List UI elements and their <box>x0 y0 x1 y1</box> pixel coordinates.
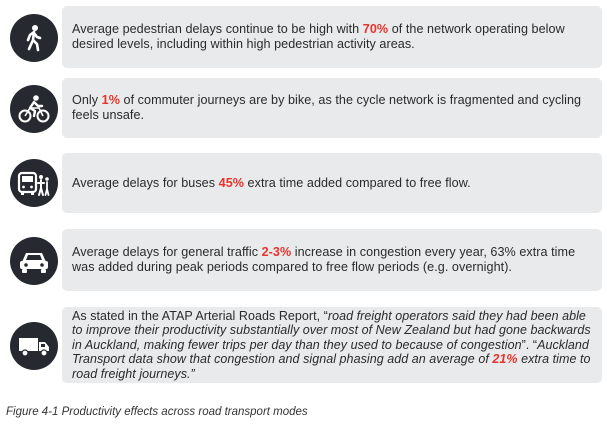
car-icon <box>10 237 58 285</box>
panel-text: Only 1% of commuter journeys are by bike, as the cycle network is fragmented and cycling feels unsafe. <box>72 93 582 122</box>
highlight-value: 45% <box>218 175 244 190</box>
panel-text: Average delays for general traffic 2-3% increase in congestion every year, 63% extra time was added during peak periods compared to free flow periods (e.g. overnight). <box>72 245 576 274</box>
info-panel-truck <box>62 307 602 383</box>
truck-icon <box>10 322 58 370</box>
quote-text: road freight operators said they had been able to improve their productivity substantially over most of New Zealand but had gone backwards in Auckland, making fewer trips per day than they used to because of congestion <box>72 308 591 352</box>
cyclist-icon <box>10 85 58 133</box>
panel-text: Average delays for buses 45% extra time added compared to free flow. <box>72 175 471 190</box>
panel-text: Average pedestrian delays continue to be high with 70% of the network operating below desired levels, including within high pedestrian activity areas. <box>72 22 565 51</box>
info-panel-car <box>62 229 602 291</box>
pedestrian-icon <box>10 14 58 62</box>
highlight-value: 70% <box>362 22 389 36</box>
info-panel-cyclist <box>62 78 602 138</box>
quote-text: extra time to road freight journeys.” <box>72 352 591 381</box>
highlight-value: 1% <box>101 93 120 107</box>
info-panel-bus <box>62 153 602 213</box>
quote-text: Auckland Transport data show that congestion and signal phasing add an average of <box>72 337 589 367</box>
highlight-value: 2-3% <box>261 245 292 259</box>
info-panel-pedestrian <box>62 6 602 68</box>
figure-caption: Figure 4-1 Productivity effects across road transport modes <box>6 406 308 418</box>
panel-text: As stated in the ATAP Arterial Roads Report, “road freight operators said they had been able to improve their productivity substantially over most of New Zealand but had gone backwards in Auckland, making fewer trips per day than they used to because of congestion”. “Auckland Transport data show that congestion and signal phasing add an average of 21% extra time to road freight journeys.” <box>72 308 591 381</box>
bus-passengers-icon <box>10 159 58 207</box>
highlight-value: 21% <box>492 352 518 367</box>
